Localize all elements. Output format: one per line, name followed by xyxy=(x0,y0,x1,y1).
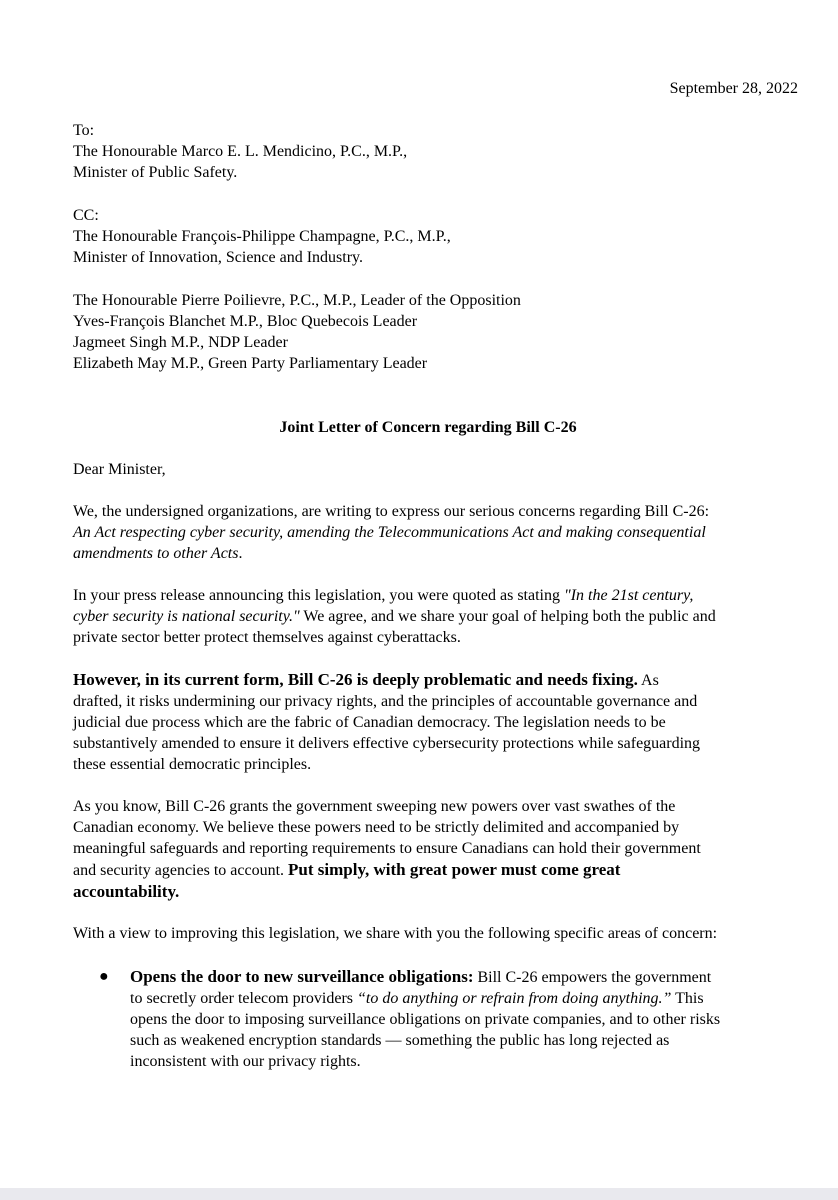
p1-line-italic: An Act respecting cyber security, amending the Telecommunications Act and making consequential xyxy=(73,524,706,541)
paragraph-1 xyxy=(73,501,803,564)
p1-period: . xyxy=(238,545,243,562)
recipient-block xyxy=(73,120,803,183)
bullet-text: Bill C-26 empowers the government xyxy=(473,969,712,986)
bullet-text: This xyxy=(671,990,704,1007)
page-bottom-strip xyxy=(0,1188,838,1200)
cc-other: Elizabeth May M.P., Green Party Parliamentary Leader xyxy=(73,355,428,372)
bullet-quote: “to do anything or refrain from doing anything.” xyxy=(357,990,672,1007)
paragraph-3 xyxy=(73,669,803,775)
p2-text: In your press release announcing this legislation, you were quoted as stating xyxy=(73,587,564,604)
p4-text: and security agencies to account. xyxy=(73,862,289,879)
bullet-marker: ● xyxy=(99,968,109,985)
p2-text: We agree, and we share your goal of helping both the public and xyxy=(299,608,716,625)
p3-text: these essential democratic principles. xyxy=(73,756,312,773)
cc-name: The Honourable François-Philippe Champagne, P.C., M.P., xyxy=(73,228,451,245)
bullet-item xyxy=(73,966,803,1072)
bullet-text: such as weakened encryption standards — something the public has long rejected as xyxy=(130,1032,670,1049)
p3-text: As xyxy=(637,672,659,689)
paragraph-4 xyxy=(73,796,803,902)
cc-other: The Honourable Pierre Poilievre, P.C., M.P., Leader of the Opposition xyxy=(73,292,521,309)
cc-title: Minister of Innovation, Science and Industry. xyxy=(73,249,364,266)
p1-line: We, the undersigned organizations, are writing to express our serious concerns regarding Bill C-26: xyxy=(73,503,710,520)
salutation: Dear Minister, xyxy=(73,461,166,478)
p4-text: meaningful safeguards and reporting requirements to ensure Canadians can hold their government xyxy=(73,840,701,857)
letter-title: Joint Letter of Concern regarding Bill C-26 xyxy=(279,419,577,436)
recipient-title: Minister of Public Safety. xyxy=(73,164,238,181)
cc-others-block xyxy=(73,290,803,374)
cc-block xyxy=(73,205,803,268)
p1-line-italic: amendments to other Acts xyxy=(73,545,239,562)
recipient-name: The Honourable Marco E. L. Mendicino, P.C., M.P., xyxy=(73,143,408,160)
p3-text: judicial due process which are the fabric of Canadian democracy. The legislation needs to be xyxy=(73,714,666,731)
p2-quote: "In the 21st century, xyxy=(564,587,694,604)
p4-bold: accountability. xyxy=(73,882,180,901)
p3-bold: However, in its current form, Bill C-26 is deeply problematic and needs fixing. xyxy=(73,670,638,689)
bullet-text: inconsistent with our privacy rights. xyxy=(130,1053,361,1070)
bullet-text: to secretly order telecom providers xyxy=(130,990,358,1007)
cc-other: Yves-François Blanchet M.P., Bloc Quebecois Leader xyxy=(73,313,418,330)
cc-label: CC: xyxy=(73,207,99,224)
to-label: To: xyxy=(73,122,95,139)
p4-bold: Put simply, with great power must come great xyxy=(288,860,621,879)
p2-text: private sector better protect themselves against cyberattacks. xyxy=(73,629,461,646)
p4-text: As you know, Bill C-26 grants the government sweeping new powers over vast swathes of the xyxy=(73,798,676,815)
paragraph-2 xyxy=(73,585,803,648)
p3-text: substantively amended to ensure it delivers effective cybersecurity protections while safeguarding xyxy=(73,735,701,752)
cc-other: Jagmeet Singh M.P., NDP Leader xyxy=(73,334,288,351)
p3-text: drafted, it risks undermining our privacy rights, and the principles of accountable governance and xyxy=(73,693,698,710)
letter-date: September 28, 2022 xyxy=(669,80,798,97)
bullet-heading: Opens the door to new surveillance obligations: xyxy=(130,967,474,986)
p4-text: Canadian economy. We believe these powers need to be strictly delimited and accompanied by xyxy=(73,819,680,836)
paragraph-5: With a view to improving this legislation, we share with you the following specific areas of concern: xyxy=(73,925,718,942)
bullet-text: opens the door to imposing surveillance obligations on private companies, and to other risks xyxy=(130,1011,721,1028)
letter-body xyxy=(73,120,803,1072)
p2-quote: cyber security is national security." xyxy=(73,608,300,625)
